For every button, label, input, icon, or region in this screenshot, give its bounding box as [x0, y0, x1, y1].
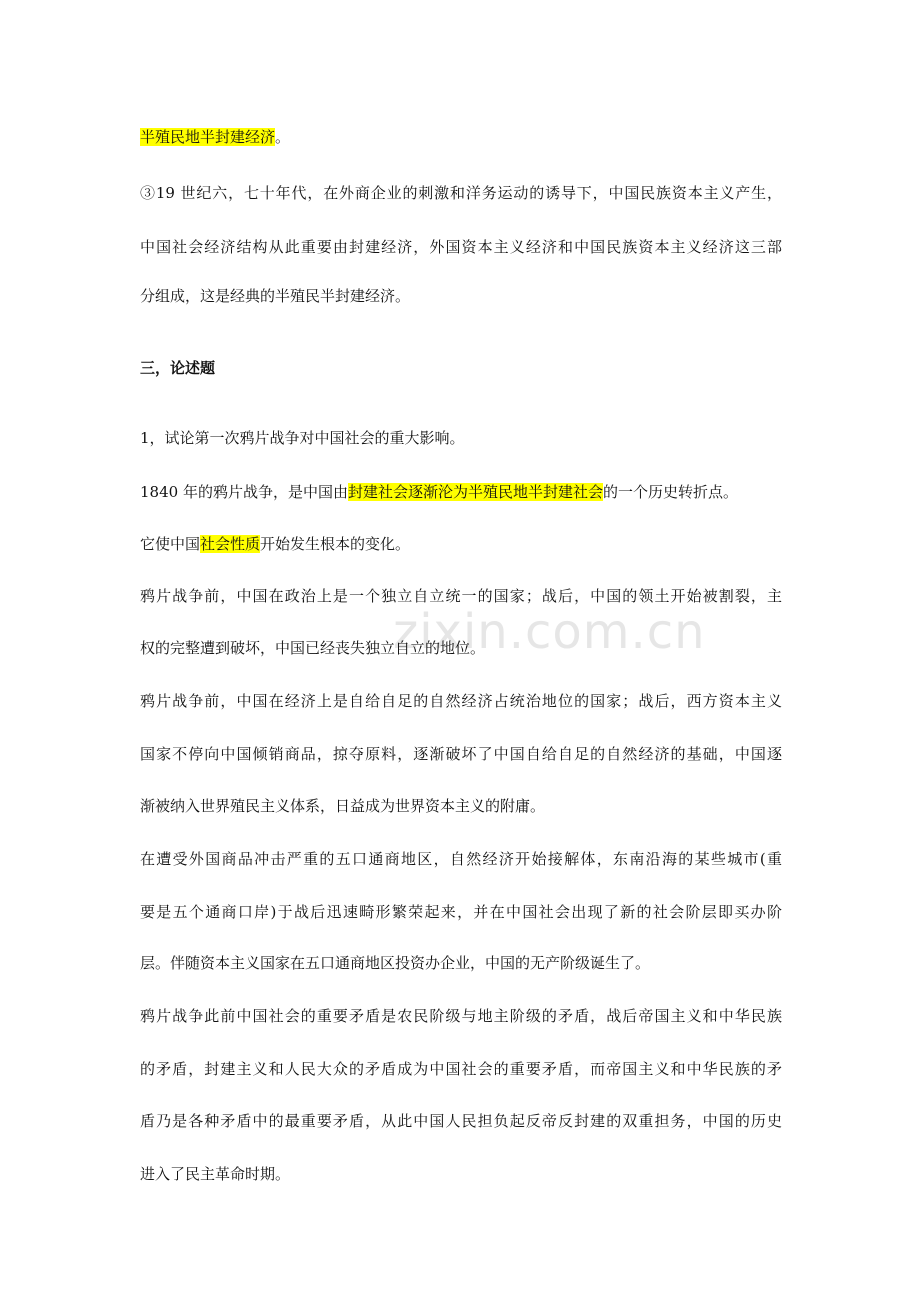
text-line: 盾乃是各种矛盾中的最重要矛盾，从此中国人民担负起反帝反封建的双重担务，中国的历史	[140, 1112, 782, 1130]
text-line: 鸦片战争前，中国在政治上是一个独立自立统一的国家；战后，中国的领土开始被割裂，主	[140, 587, 782, 605]
text-segment: 。	[275, 128, 291, 146]
highlighted-text: 封建社会逐渐沦为半殖民地半封建社会	[347, 483, 603, 501]
text-line: 鸦片战争前，中国在经济上是自给自足的自然经济占统治地位的国家；战后，西方资本主义	[140, 692, 782, 710]
highlighted-text: 社会性质	[200, 535, 261, 553]
text-line: 渐被纳入世界殖民主义体系，日益成为世界资本主义的附庸。	[140, 797, 546, 815]
text-line: 进入了民主革命时期。	[140, 1165, 291, 1183]
watermark: zixin.com.cn	[393, 604, 706, 660]
text-segment: 开始发生根本的变化。	[260, 535, 411, 553]
text-line: ③19 世纪六，七十年代，在外商企业的刺激和洋务运动的诱导下，中国民族资本主义产生，	[140, 184, 782, 202]
text-line	[140, 481, 782, 503]
question-title: 1，试论第一次鸦片战争对中国社会的重大影响。	[140, 429, 465, 447]
text-line: 层。伴随资本主义国家在五口通商地区投资办企业，中国的无产阶级诞生了。	[140, 954, 651, 972]
highlighted-text: 半殖民地半封建经济	[140, 128, 276, 146]
text-segment: 1840 年的鸦片战争，是中国由	[140, 483, 348, 501]
text-segment: 的一个历史转折点。	[602, 483, 738, 501]
text-segment: 它使中国	[140, 535, 201, 553]
text-line: 国家不停向中国倾销商品，掠夺原料，逐渐破坏了中国自给自足的自然经济的基础，中国逐	[140, 745, 782, 763]
text-line: 在遭受外国商品冲击严重的五口通商地区，自然经济开始接解体，东南沿海的某些城市(重	[140, 850, 782, 868]
text-line	[140, 533, 782, 555]
text-line: 权的完整遭到破坏，中国已经丧失独立自立的地位。	[140, 639, 486, 657]
text-line: 鸦片战争此前中国社会的重要矛盾是农民阶级与地主阶级的矛盾，战后帝国主义和中华民族	[140, 1007, 782, 1025]
text-line: 的矛盾，封建主义和人民大众的矛盾成为中国社会的重要矛盾，而帝国主义和中华民族的矛	[140, 1060, 782, 1078]
text-line: 分组成，这是经典的半殖民半封建经济。	[140, 287, 411, 305]
text-line: 中国社会经济结构从此重要由封建经济，外国资本主义经济和中国民族资本主义经济这三部	[140, 238, 782, 256]
text-line	[140, 126, 782, 148]
text-line: 要是五个通商口岸)于战后迅速畸形繁荣起来，并在中国社会出现了新的社会阶层即买办阶	[140, 903, 782, 921]
section-heading: 三，论述题	[140, 359, 216, 377]
